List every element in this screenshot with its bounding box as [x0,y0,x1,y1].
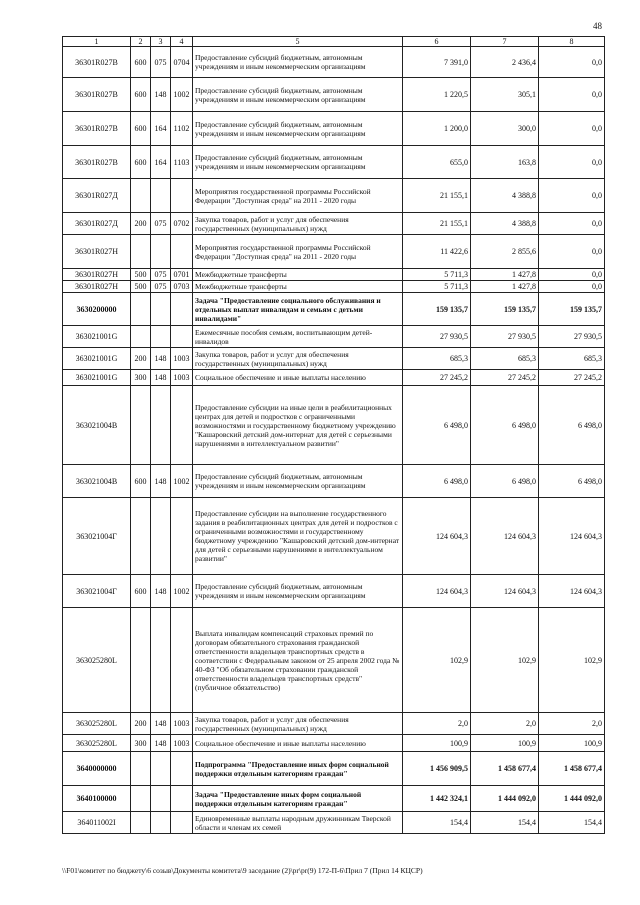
cell-subsection: 1002 [171,575,193,608]
cell-value-col8: 0,0 [539,235,605,269]
cell-description: Закупка товаров, работ и услуг для обеспечения государственных (муниципальных) нужд [193,348,403,370]
cell-description: Задача "Предоставление социального обслуживания и отдельных выплат инвалидам и семьям с детьми инвалидами" [193,293,403,326]
cell-value-col7: 2 855,6 [471,235,539,269]
cell-value-col8: 0,0 [539,78,605,112]
cell-value-col6: 124 604,3 [403,575,471,608]
cell-subsection [171,752,193,786]
cell-ministry [151,752,171,786]
cell-section: 300 [131,370,151,386]
cell-value-col7: 2,0 [471,713,539,735]
cell-ministry: 148 [151,713,171,735]
cell-description: Межбюджетные трансферты [193,281,403,293]
table-row [63,213,605,235]
cell-value-col8: 0,0 [539,179,605,213]
header-col-6: 6 [403,37,471,47]
cell-value-col8: 124 604,3 [539,498,605,575]
cell-section: 600 [131,78,151,112]
table-row [63,112,605,146]
cell-description: Предоставление субсидий бюджетным, автономным учреждениям и иным некоммерческим организациям [193,47,403,78]
cell-subsection: 0701 [171,269,193,281]
cell-value-col6: 159 135,7 [403,293,471,326]
cell-value-col6: 5 711,3 [403,269,471,281]
cell-code: 363021004Г [63,575,131,608]
cell-description: Предоставление субсидий бюджетным, автономным учреждениям и иным некоммерческим организациям [193,78,403,112]
cell-subsection [171,498,193,575]
cell-code: 36301R027Д [63,213,131,235]
cell-section: 600 [131,146,151,179]
cell-value-col8: 2,0 [539,713,605,735]
cell-value-col6: 102,9 [403,608,471,713]
cell-value-col6: 1 200,0 [403,112,471,146]
cell-value-col8: 0,0 [539,213,605,235]
cell-value-col7: 1 427,8 [471,281,539,293]
table-row [63,281,605,293]
cell-value-col7: 163,8 [471,146,539,179]
table-row [63,78,605,112]
cell-value-col8: 124 604,3 [539,575,605,608]
cell-ministry: 148 [151,575,171,608]
cell-value-col8: 0,0 [539,47,605,78]
cell-ministry: 075 [151,281,171,293]
table-row [63,465,605,498]
cell-value-col7: 27 930,5 [471,326,539,348]
cell-description: Предоставление субсидий бюджетным, автономным учреждениям и иным некоммерческим организациям [193,575,403,608]
cell-value-col6: 7 391,0 [403,47,471,78]
header-col-8: 8 [539,37,605,47]
cell-code: 363021001G [63,348,131,370]
cell-value-col6: 5 711,3 [403,281,471,293]
cell-value-col7: 124 604,3 [471,575,539,608]
cell-value-col6: 27 245,2 [403,370,471,386]
cell-subsection: 1003 [171,370,193,386]
cell-subsection: 1003 [171,348,193,370]
cell-value-col8: 159 135,7 [539,293,605,326]
table-row [63,498,605,575]
table-row [63,370,605,386]
cell-code: 36301R027Д [63,179,131,213]
cell-value-col6: 6 498,0 [403,465,471,498]
table-row [63,146,605,179]
cell-subsection [171,293,193,326]
header-col-4: 4 [171,37,193,47]
cell-subsection [171,326,193,348]
cell-value-col8: 102,9 [539,608,605,713]
cell-subsection [171,386,193,465]
cell-ministry: 148 [151,348,171,370]
cell-subsection: 0704 [171,47,193,78]
cell-section [131,498,151,575]
table-row [63,752,605,786]
cell-value-col8: 1 444 092,0 [539,786,605,812]
cell-value-col6: 2,0 [403,713,471,735]
table-row [63,269,605,281]
cell-value-col7: 6 498,0 [471,465,539,498]
cell-value-col6: 154,4 [403,812,471,834]
cell-value-col7: 159 135,7 [471,293,539,326]
cell-description: Предоставление субсидий бюджетным, автономным учреждениям и иным некоммерческим организациям [193,112,403,146]
table-row [63,608,605,713]
cell-subsection: 1002 [171,78,193,112]
cell-value-col8: 0,0 [539,146,605,179]
cell-subsection [171,786,193,812]
cell-section [131,608,151,713]
cell-value-col7: 1 427,8 [471,269,539,281]
cell-ministry [151,326,171,348]
cell-description: Мероприятия государственной программы Российской Федерации "Доступная среда" на 2011 - 2020 годы [193,179,403,213]
cell-code: 3640100000 [63,786,131,812]
cell-ministry: 075 [151,213,171,235]
cell-section: 600 [131,465,151,498]
cell-subsection [171,608,193,713]
cell-code: 363021004B [63,465,131,498]
cell-description: Ежемесячные пособия семьям, воспитывающим детей-инвалидов [193,326,403,348]
cell-code: 36301R027H [63,269,131,281]
cell-subsection: 0702 [171,213,193,235]
cell-subsection [171,812,193,834]
cell-value-col6: 6 498,0 [403,386,471,465]
cell-ministry [151,786,171,812]
table-row [63,293,605,326]
header-col-5: 5 [193,37,403,47]
cell-value-col7: 124 604,3 [471,498,539,575]
cell-description: Социальное обеспечение и иные выплаты населению [193,735,403,752]
table-row [63,386,605,465]
cell-section [131,752,151,786]
cell-subsection: 1002 [171,465,193,498]
cell-section [131,386,151,465]
cell-description: Социальное обеспечение и иные выплаты населению [193,370,403,386]
cell-value-col6: 11 422,6 [403,235,471,269]
cell-code: 363021001G [63,326,131,348]
cell-section [131,235,151,269]
cell-description: Мероприятия государственной программы Российской Федерации "Доступная среда" на 2011 - 2020 годы [193,235,403,269]
cell-section: 600 [131,575,151,608]
cell-ministry [151,293,171,326]
cell-value-col7: 2 436,4 [471,47,539,78]
cell-value-col8: 100,9 [539,735,605,752]
cell-code: 36301R027H [63,235,131,269]
cell-section: 500 [131,269,151,281]
cell-ministry [151,812,171,834]
budget-table [62,36,605,834]
cell-description: Закупка товаров, работ и услуг для обеспечения государственных (муниципальных) нужд [193,713,403,735]
cell-code: 363025280L [63,608,131,713]
cell-description: Задача "Предоставление иных форм социальной поддержки отдельным категориям граждан" [193,786,403,812]
cell-code: 363021001G [63,370,131,386]
cell-section: 200 [131,348,151,370]
cell-value-col6: 27 930,5 [403,326,471,348]
cell-subsection [171,235,193,269]
cell-value-col7: 27 245,2 [471,370,539,386]
cell-description: Предоставление субсидий бюджетным, автономным учреждениям и иным некоммерческим организациям [193,146,403,179]
table-row [63,179,605,213]
cell-value-col8: 154,4 [539,812,605,834]
cell-value-col6: 685,3 [403,348,471,370]
cell-ministry [151,179,171,213]
table-row [63,348,605,370]
cell-value-col8: 685,3 [539,348,605,370]
cell-value-col8: 6 498,0 [539,465,605,498]
cell-code: 363025280L [63,735,131,752]
cell-code: 36301R027B [63,146,131,179]
header-col-2: 2 [131,37,151,47]
cell-description: Предоставление субсидий бюджетным, автономным учреждениям и иным некоммерческим организациям [193,465,403,498]
header-col-7: 7 [471,37,539,47]
cell-section: 600 [131,112,151,146]
cell-code: 36301R027B [63,112,131,146]
cell-value-col6: 1 442 324,1 [403,786,471,812]
cell-value-col8: 27 930,5 [539,326,605,348]
cell-code: 36301R027H [63,281,131,293]
cell-value-col7: 1 444 092,0 [471,786,539,812]
cell-value-col6: 21 155,1 [403,213,471,235]
table-row [63,575,605,608]
cell-value-col7: 300,0 [471,112,539,146]
cell-ministry: 148 [151,370,171,386]
table-row [63,47,605,78]
cell-value-col7: 685,3 [471,348,539,370]
cell-value-col8: 0,0 [539,269,605,281]
cell-ministry [151,608,171,713]
cell-description: Межбюджетные трансферты [193,269,403,281]
cell-ministry: 164 [151,146,171,179]
cell-value-col6: 21 155,1 [403,179,471,213]
cell-ministry: 075 [151,47,171,78]
cell-value-col6: 1 220,5 [403,78,471,112]
cell-value-col7: 4 388,8 [471,213,539,235]
cell-value-col8: 0,0 [539,112,605,146]
table-row [63,713,605,735]
cell-description: Выплата инвалидам компенсаций страховых премий по договорам обязательного страхования гражданской ответственности владельцев транспортных средств в соответствии с Федеральным законом от 25 апреля 2002 года № 40-ФЗ "Об обязательном страховании гражданской ответственности владельцев транспортных средств" (публичное обязательство) [193,608,403,713]
cell-section [131,326,151,348]
cell-ministry [151,235,171,269]
cell-code: 363025280L [63,713,131,735]
cell-subsection: 1003 [171,713,193,735]
cell-ministry: 148 [151,735,171,752]
cell-ministry [151,498,171,575]
cell-description: Закупка товаров, работ и услуг для обеспечения государственных (муниципальных) нужд [193,213,403,235]
cell-value-col7: 154,4 [471,812,539,834]
footer-file-path: \\F01\комитет по бюджету\6 созыв\Документы комитета\9 заседание (2)\pr\pr(9) 172-П-6\Прил 7 (Прил 14 КЦСР) [62,866,423,875]
cell-section: 200 [131,213,151,235]
cell-section [131,812,151,834]
cell-section: 600 [131,47,151,78]
table-row [63,786,605,812]
cell-subsection: 1003 [171,735,193,752]
cell-value-col6: 655,0 [403,146,471,179]
cell-code: 3630200000 [63,293,131,326]
cell-value-col6: 1 456 909,5 [403,752,471,786]
cell-description: Единовременные выплаты народным дружинникам Тверской области и членам их семей [193,812,403,834]
table-row [63,235,605,269]
cell-section: 200 [131,713,151,735]
page-number: 48 [593,21,602,31]
cell-section [131,179,151,213]
cell-ministry: 075 [151,269,171,281]
cell-subsection: 1103 [171,146,193,179]
cell-subsection [171,179,193,213]
cell-description: Предоставление субсидии на иные цели в реабилитационных центрах для детей и подростков с ограниченными возможностями и государственному бюджетному учреждению "Кашаровский детский дом-интернат для детей с серьезными нарушениями в интеллектуальном развитии" [193,386,403,465]
cell-code: 364011002I [63,812,131,834]
cell-subsection: 1102 [171,112,193,146]
cell-value-col6: 100,9 [403,735,471,752]
cell-section: 300 [131,735,151,752]
cell-code: 36301R027B [63,78,131,112]
cell-value-col8: 6 498,0 [539,386,605,465]
cell-code: 363021004B [63,386,131,465]
cell-value-col8: 27 245,2 [539,370,605,386]
table-row [63,812,605,834]
cell-subsection: 0703 [171,281,193,293]
cell-code: 363021004Г [63,498,131,575]
cell-value-col7: 1 458 677,4 [471,752,539,786]
cell-value-col7: 305,1 [471,78,539,112]
header-col-3: 3 [151,37,171,47]
table-row [63,326,605,348]
cell-ministry: 148 [151,465,171,498]
cell-section [131,786,151,812]
cell-ministry: 164 [151,112,171,146]
cell-ministry: 148 [151,78,171,112]
table-row [63,735,605,752]
cell-ministry [151,386,171,465]
table-header-row [63,37,605,47]
header-col-1: 1 [63,37,131,47]
cell-code: 3640000000 [63,752,131,786]
cell-value-col7: 6 498,0 [471,386,539,465]
cell-value-col6: 124 604,3 [403,498,471,575]
cell-section [131,293,151,326]
cell-section: 500 [131,281,151,293]
cell-description: Подпрограмма "Предоставление иных форм социальной поддержки отдельным категориям граждан" [193,752,403,786]
cell-value-col7: 100,9 [471,735,539,752]
cell-code: 36301R027B [63,47,131,78]
cell-value-col7: 102,9 [471,608,539,713]
cell-value-col7: 4 388,8 [471,179,539,213]
cell-description: Предоставление субсидии на выполнение государственного задания в реабилитационных центрах для детей и подростков с ограниченными возможностями и государственному бюджетному учреждению "Кашаровский детский дом-интернат для детей с серьезными нарушениями в интеллектуальном развитии" [193,498,403,575]
cell-value-col8: 0,0 [539,281,605,293]
cell-value-col8: 1 458 677,4 [539,752,605,786]
